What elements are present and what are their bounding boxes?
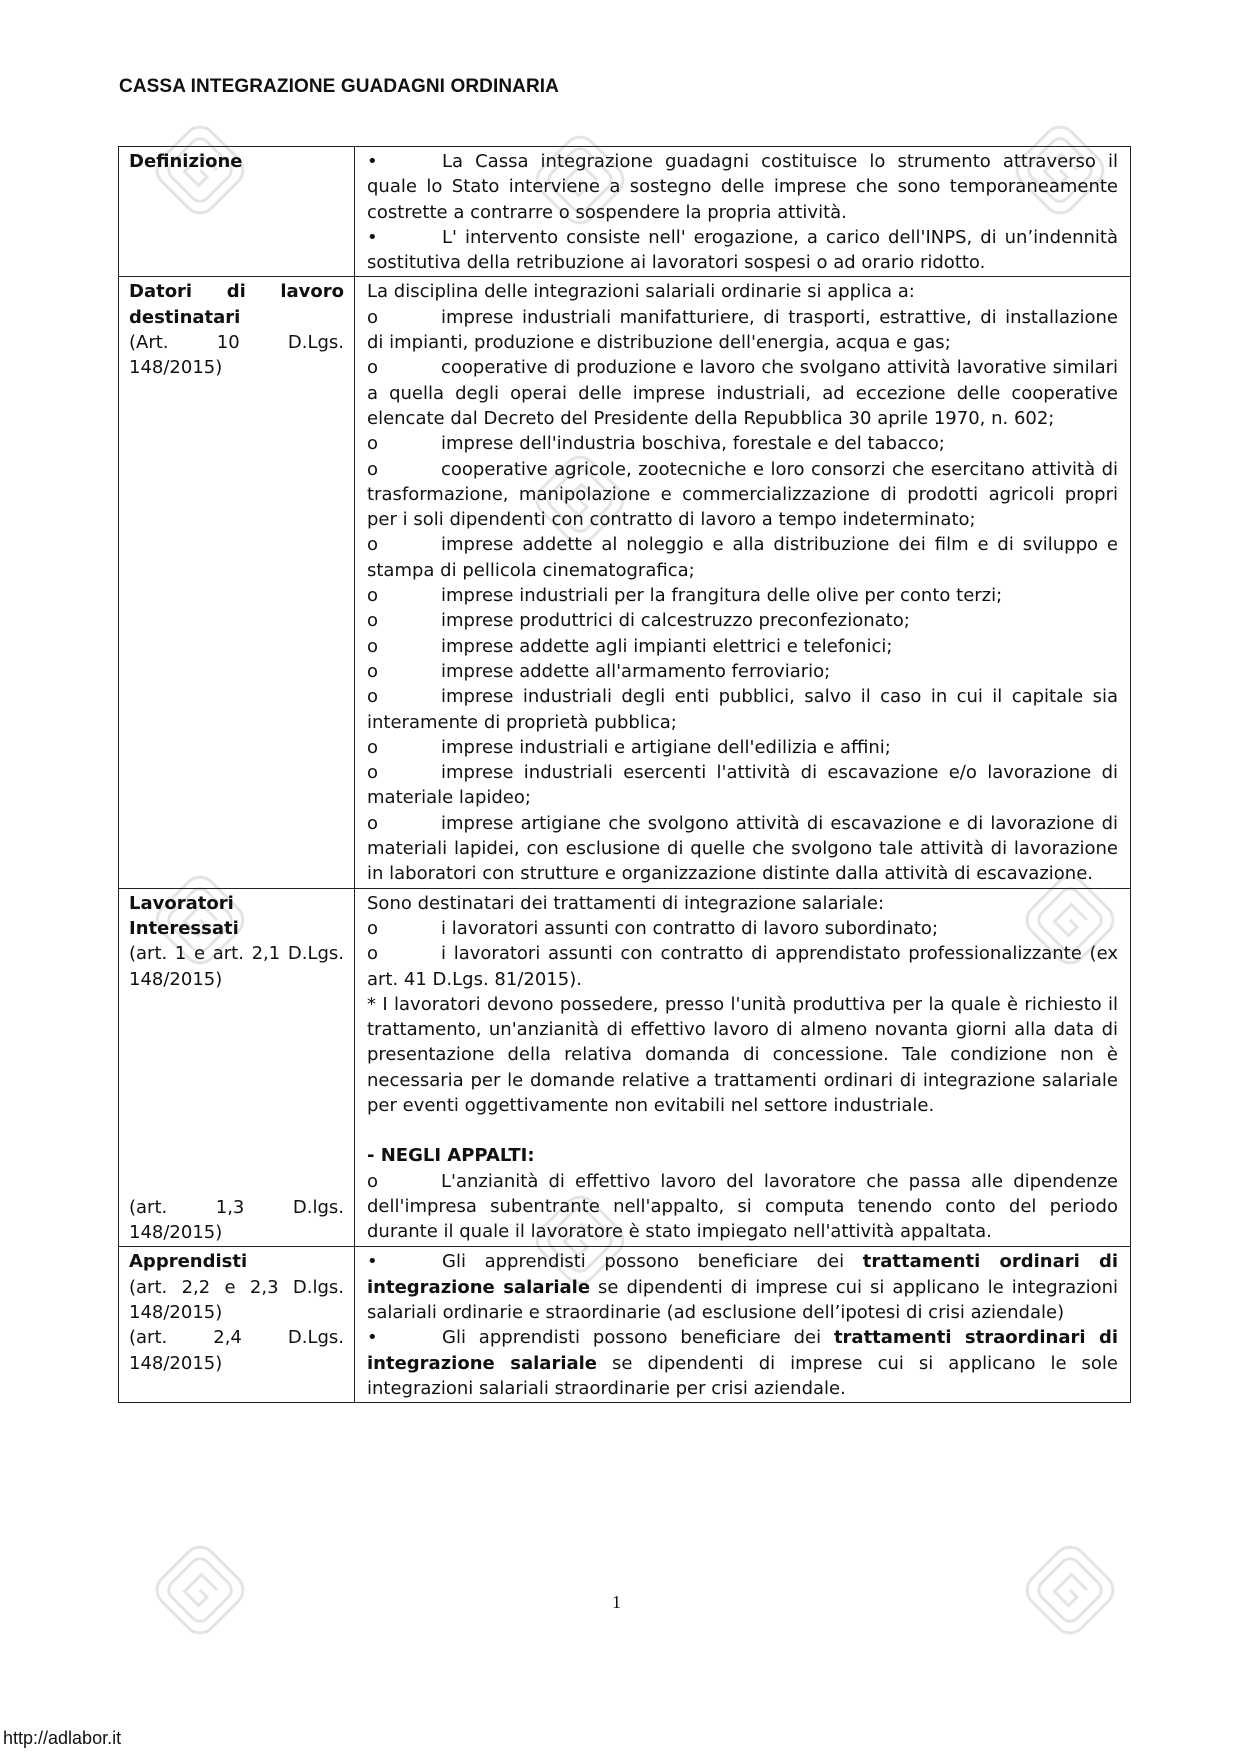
eligibility-note: * I lavoratori devono possedere, presso l'unità produttiva per la quale è richiesto il trattamento, un'anzianità di effettivo lavoro di almeno novanta giorni alla data di presentazione della relativa domanda di concessione. Tale condizione non è necessaria per le domande relative a trattamenti ordinari di integrazione salariale per eventi oggettivamente non evitabili nel settore industriale.: [367, 993, 1118, 1116]
list-marker: o: [367, 660, 379, 682]
list-item: [367, 355, 1118, 431]
law-reference: (Art. 10 D.Lgs. 148/2015): [129, 332, 344, 379]
bullet-paragraph: [367, 1249, 1118, 1325]
list-marker: o: [367, 686, 379, 708]
list-item-text: i lavoratori assunti con contratto di apprendistato professionalizzante (ex art. 41 D.Lgs. 81/2015).: [367, 943, 1118, 990]
worker-list: [367, 916, 1118, 992]
list-marker: o: [367, 610, 379, 632]
row-definizione: [119, 147, 1131, 277]
list-marker: o: [367, 762, 379, 784]
law-reference: (art. 2,4 D.Lgs. 148/2015): [129, 1327, 344, 1374]
footer-url[interactable]: http://adlabor.it: [3, 1728, 122, 1748]
paragraph-text: se dipendenti di imprese cui si applicano le sole integrazioni salariali straordinarie per crisi aziendale.: [367, 1352, 1119, 1399]
page-number: 1: [612, 1592, 621, 1612]
bullet-paragraph: [367, 149, 1118, 225]
list-item-text: imprese industriali manifatturiere, di trasporti, estrattive, di installazione di impianti, produzione e distribuzione dell'energia, acqua e gas;: [367, 306, 1118, 354]
list-item-text: L'anzianità di effettivo lavoro del lavoratore che passa alle dipendenze dell'impresa subentrante nell'appalto, si computa tenendo conto del periodo durante il quale il lavoratore è stato impiegato nell'attività appaltata.: [367, 1170, 1118, 1243]
bullet-paragraph: [367, 225, 1118, 276]
list-item-text: imprese produttrici di calcestruzzo preconfezionato;: [441, 610, 910, 632]
list-marker: o: [367, 458, 379, 480]
paragraph-text: se dipendenti di imprese cui si applicano le integrazioni salariali ordinarie e straordinarie (ad esclusione dell’ipotesi di crisi aziendale): [367, 1276, 1118, 1323]
list-item-text: imprese addette al noleggio e alla distribuzione dei film e di sviluppo e stampa di pellicola cinematografica;: [367, 534, 1118, 581]
law-reference: (art. 1,3 D.lgs. 148/2015): [129, 1196, 344, 1244]
list-item: [367, 431, 1118, 456]
list-intro: Sono destinatari dei trattamenti di integrazione salariale:: [367, 892, 885, 914]
paragraph-bold-text: trattamenti ordinari di integrazione salariale: [367, 1251, 1118, 1298]
list-item: [367, 634, 1118, 659]
row-label-cell: [119, 1247, 355, 1403]
paragraph-text: Gli apprendisti possono beneficiare dei: [442, 1327, 834, 1349]
list-item: [367, 811, 1118, 887]
row-content-cell: [355, 888, 1131, 1247]
row-label: Definizione: [129, 151, 243, 172]
law-reference: (art. 2,2 e 2,3 D.lgs. 148/2015): [129, 1276, 344, 1323]
list-item: [367, 760, 1118, 811]
paragraph-text: L' intervento consiste nell' erogazione, a carico dell'INPS, di un’indennità sostitutiva della retribuzione ai lavoratori sospesi o ad orario ridotto.: [367, 226, 1118, 274]
list-marker: o: [367, 812, 379, 834]
list-item: [367, 659, 1118, 684]
row-label: Lavoratori Interessati: [129, 892, 239, 939]
list-marker: o: [367, 433, 379, 455]
list-item: [367, 583, 1118, 608]
law-reference: (art. 1 e art. 2,1 D.Lgs. 148/2015): [129, 943, 344, 990]
list-item-text: imprese addette agli impianti elettrici e telefonici;: [441, 635, 893, 657]
list-item-text: imprese industriali degli enti pubblici, salvo il caso in cui il capitale sia interamente di proprietà pubblica;: [367, 686, 1118, 733]
list-item: [367, 735, 1118, 760]
list-item-text: imprese dell'industria boschiva, forestale e del tabacco;: [441, 433, 945, 455]
row-content-cell: [355, 147, 1131, 277]
watermark-logo-icon: [1010, 1530, 1130, 1650]
list-marker: o: [367, 585, 379, 607]
bullet-marker: •: [367, 151, 378, 172]
paragraph-text: Gli apprendisti possono beneficiare dei: [442, 1251, 863, 1273]
list-item-text: cooperative di produzione e lavoro che svolgano attività lavorative similari a quella degli operai delle imprese industriali, ad eccezione delle cooperative elencate dal Decreto del Presidente della Repubblica 30 aprile 1970, n. 602;: [367, 357, 1118, 429]
list-item-text: imprese industriali e artigiane dell'edilizia e affini;: [441, 736, 891, 758]
list-marker: o: [367, 943, 379, 965]
list-marker: o: [367, 635, 379, 657]
list-marker: o: [367, 917, 379, 939]
list-marker: o: [367, 306, 379, 328]
document-title: CASSA INTEGRAZIONE GUADAGNI ORDINARIA: [119, 76, 560, 97]
list-marker: o: [367, 357, 379, 379]
appalti-section: [367, 1143, 1118, 1244]
list-item: [367, 457, 1118, 533]
list-item-text: imprese industriali per la frangitura delle olive per conto terzi;: [441, 585, 1003, 607]
list-item-text: i lavoratori assunti con contratto di lavoro subordinato;: [441, 917, 939, 939]
list-item: [367, 916, 1118, 941]
list-marker: o: [367, 736, 379, 758]
list-item: [367, 305, 1118, 356]
row-label-cell: [119, 888, 355, 1247]
watermark-logo-icon: [140, 1530, 260, 1650]
list-item: [367, 608, 1118, 633]
paragraph-text: La Cassa integrazione guadagni costituisce lo strumento attraverso il quale lo Stato interviene a sostegno delle imprese che sono temporaneamente costrette a contrarre o sospendere la propria attività.: [367, 151, 1118, 223]
list-item-text: imprese industriali esercenti l'attività di escavazione e/o lavorazione di materiale lapideo;: [367, 762, 1118, 809]
row-content-cell: [355, 1247, 1131, 1403]
row-label-cell: [119, 277, 355, 888]
list-item: [367, 532, 1118, 583]
bullet-marker: •: [367, 1327, 378, 1349]
list-item: [367, 941, 1118, 992]
list-item-text: imprese artigiane che svolgono attività di escavazione e di lavorazione di materiali lapidei, con esclusione di quelle che svolgono tale attività di lavorazione in laboratori con strutture e organizzazione distinte dalla attività di escavazione.: [367, 812, 1118, 885]
info-table: [118, 146, 1131, 1403]
bullet-marker: •: [367, 226, 378, 248]
row-datori: [119, 277, 1131, 888]
row-apprendisti: [119, 1247, 1131, 1403]
row-label: Apprendisti: [129, 1251, 248, 1273]
row-label: Datori di lavoro destinatari: [129, 281, 344, 328]
employer-list: [367, 305, 1118, 887]
list-intro: La disciplina delle integrazioni salariali ordinarie si applica a:: [367, 281, 915, 303]
list-item: [367, 1169, 1118, 1245]
list-item-text: imprese addette all'armamento ferroviario;: [441, 660, 831, 682]
row-label-cell: [119, 147, 355, 277]
bullet-marker: •: [367, 1251, 378, 1273]
list-item-text: cooperative agricole, zootecniche e loro consorzi che esercitano attività di trasformazione, manipolazione e commercializzazione di prodotti agricoli propri per i soli dipendenti con contratto di lavoro a tempo indeterminato;: [367, 458, 1118, 531]
bullet-paragraph: [367, 1325, 1118, 1401]
appalti-heading: - NEGLI APPALTI:: [367, 1145, 535, 1167]
row-content-cell: [355, 277, 1131, 888]
list-item: [367, 684, 1118, 735]
list-marker: o: [367, 534, 379, 556]
list-marker: o: [367, 1170, 379, 1192]
paragraph-bold-text: trattamenti straordinari di integrazione salariale: [367, 1327, 1119, 1374]
row-lavoratori: [119, 888, 1131, 1247]
